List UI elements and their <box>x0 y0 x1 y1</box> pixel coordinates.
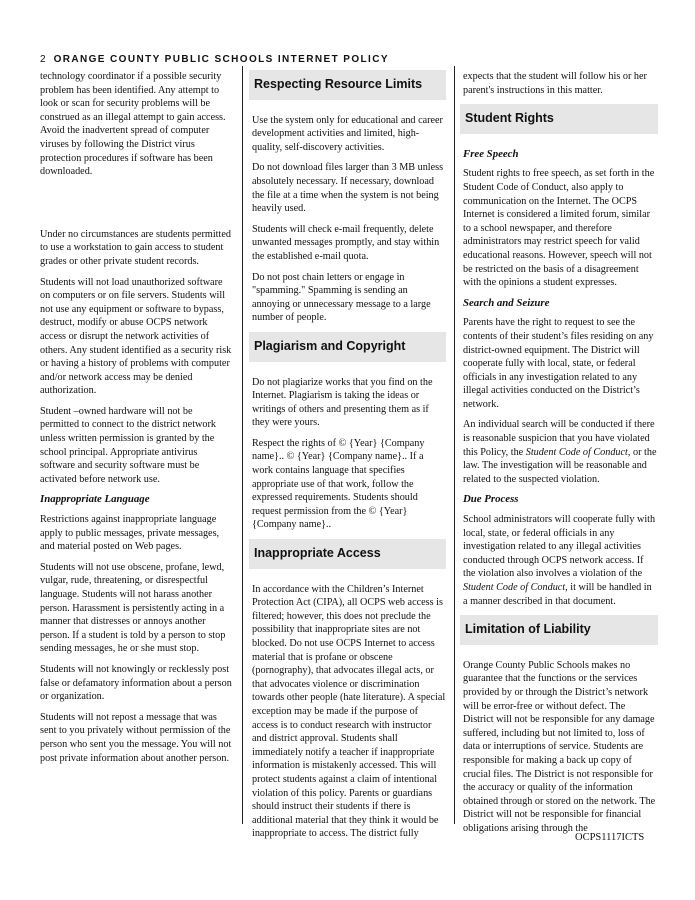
section-heading-inappropriate-access: Inappropriate Access <box>249 539 446 569</box>
paragraph <box>463 418 658 486</box>
paragraph: Orange County Public Schools makes no guarantee that the functions or the services provided by or through the District’s network will be error-free or without defect. The District will not be responsible for any damage suffered, including but not limited to, loss of data or interruptions of service. Students are responsible for making a back up copy of crucial files. The District is not responsible for the accuracy or quality of the information obtained through or stored on the network. The District will not be responsible for financial obligations arising through the <box>463 659 656 834</box>
paragraph: expects that the student will follow his or her parent's instructions in this matter. <box>463 71 647 96</box>
column-middle <box>252 70 446 848</box>
column-right <box>463 70 658 843</box>
paragraph: Do not plagiarize works that you find on the Internet. Plagiarism is taking the ideas or writings of others and presenting them as if they were yours. <box>252 376 433 429</box>
column-divider <box>242 66 243 824</box>
section-heading-plagiarism: Plagiarism and Copyright <box>249 332 446 362</box>
document-code: OCPS1117ICTS <box>575 832 645 843</box>
document-title: ORANGE COUNTY PUBLIC SCHOOLS INTERNET POLICY <box>53 54 389 65</box>
section-heading-resource-limits: Respecting Resource Limits <box>249 70 446 100</box>
paragraph: Students will not repost a message that was sent to you privately without permission of the person who sent you the message. You will not post private information about another person. <box>40 711 232 764</box>
paragraph: Student rights to free speech, as set forth in the Student Code of Conduct, also apply to communication on the Internet. The OCPS Internet is considered a limited forum, similar to a school newspaper, and therefore administrators may restrict speech for valid educational reasons. However, speech will not be restricted on the basis of a disagreement with the opinions a student expresses. <box>463 168 655 289</box>
subheading-search-seizure: Search and Seizure <box>463 296 550 309</box>
paragraph: Students will not knowingly or recklessly post false or defamatory information about a person or organization. <box>40 663 232 703</box>
column-left <box>40 70 234 772</box>
paragraph: Do not download files larger than 3 MB unless absolutely necessary. If necessary, download the file at a time when the system is not being heavily used. <box>252 162 444 215</box>
paragraph: In accordance with the Children’s Internet Protection Act (CIPA), all OCPS web access is filtered; however, this does not preclude the possibility that inappropriate sites are not blocked. Do not use OCPS Internet to access material that is profane or obscene (pornography), that advocates illegal acts, or that advocates violence or discrimination towards other people (hate literature). A special exception may be made if the purpose of access is to conduct research with instructor and district approval. Students shall immediately notify a teacher if inappropriate information is mistakenly accessed. This will protect students against a claim of intentional violation of this policy. Parents or guardians should instruct their students if there is additional material that they think it would be inappropriate to access. The district fully <box>252 583 446 840</box>
paragraph: Student –owned hardware will not be permitted to connect to the district network unless written permission is granted by the school principal. Appropriate antivirus software and security software must be activated before network use. <box>40 405 216 485</box>
page-number: 2 <box>40 54 46 65</box>
spacer <box>40 186 234 228</box>
section-heading-student-rights: Student Rights <box>460 104 658 134</box>
paragraph <box>463 513 658 608</box>
paragraph: Under no circumstances are students permitted to use a workstation to gain access to student grades or other private student records. <box>40 228 231 267</box>
subheading-inappropriate-language: Inappropriate Language <box>40 493 150 506</box>
paragraph: Respect the rights of © {Year} {Company name}.. © {Year} {Company name}.. If a work contains language that specifies appropriate use of that work, follow the expressed requirements. Students should request permission from the © {Year} {Company name}.. <box>252 437 425 531</box>
text-run-italic: Student Code of Conduct <box>463 582 566 593</box>
paragraph: technology coordinator if a possible security problem has been identified. Any attempt to look or scan for security problems will be construed as an illegal attempt to gain access. Avoid the inadvertent spread of computer viruses by following the District virus protection procedures if software has been downloaded. <box>40 71 226 178</box>
section-heading-liability: Limitation of Liability <box>460 615 658 645</box>
paragraph: Students will not load unauthorized software on computers or on file servers. Students will not use any equipment or software to bypass, destruct, modify or abuse OCPS network access or disrupt the network activities of others. Any student identified as a security risk or having a history of problems with computer and/or network access may be denied authorization. <box>40 276 232 397</box>
page-header <box>40 54 660 65</box>
paragraph: Restrictions against inappropriate language apply to public messages, private messages, and material posted on Web pages. <box>40 514 220 553</box>
paragraph: Students will check e-mail frequently, delete unwanted messages promptly, and stay within the established e-mail quota. <box>252 223 440 262</box>
text-run: School administrators will cooperate fully with local, state, or federal officials in any investigation related to any illegal activities conducted through OCPS network access. If the violation also involves a violation of the <box>463 514 656 580</box>
paragraph: Use the system only for educational and career development activities and limited, high-quality, self-discovery activities. <box>252 114 443 153</box>
text-run-italic: Student Code of Conduct <box>525 446 628 458</box>
subheading-free-speech: Free Speech <box>463 147 519 160</box>
text-run: , it will be handled in a manner described in that document. <box>463 582 652 607</box>
column-divider <box>454 66 455 824</box>
text-run: , or the law. The investigation will be reasonable and related to the suspected violation. <box>463 446 657 485</box>
subheading-due-process: Due Process <box>463 493 519 506</box>
paragraph: Do not post chain letters or engage in "spamming." Spamming is sending an annoying or unnecessary message to a large number of people. <box>252 271 431 324</box>
text-run: An individual search will be conducted if there is reasonable suspicion that you have violated this Policy, the <box>463 419 655 458</box>
paragraph: Students will not use obscene, profane, lewd, vulgar, rude, threatening, or disrespectful language. Students will not harass another person. Harassment is persistently acting in a manner that distresses or annoys another person. If a student is told by a person to stop sending messages, he or she must stop. <box>40 561 226 655</box>
paragraph: Parents have the right to request to see the contents of their student’s files residing on any district-owned equipment. The District will cooperate fully with local, state, or federal officials in any investigation related to any illegal activities conducted on the District’s network. <box>463 317 654 410</box>
